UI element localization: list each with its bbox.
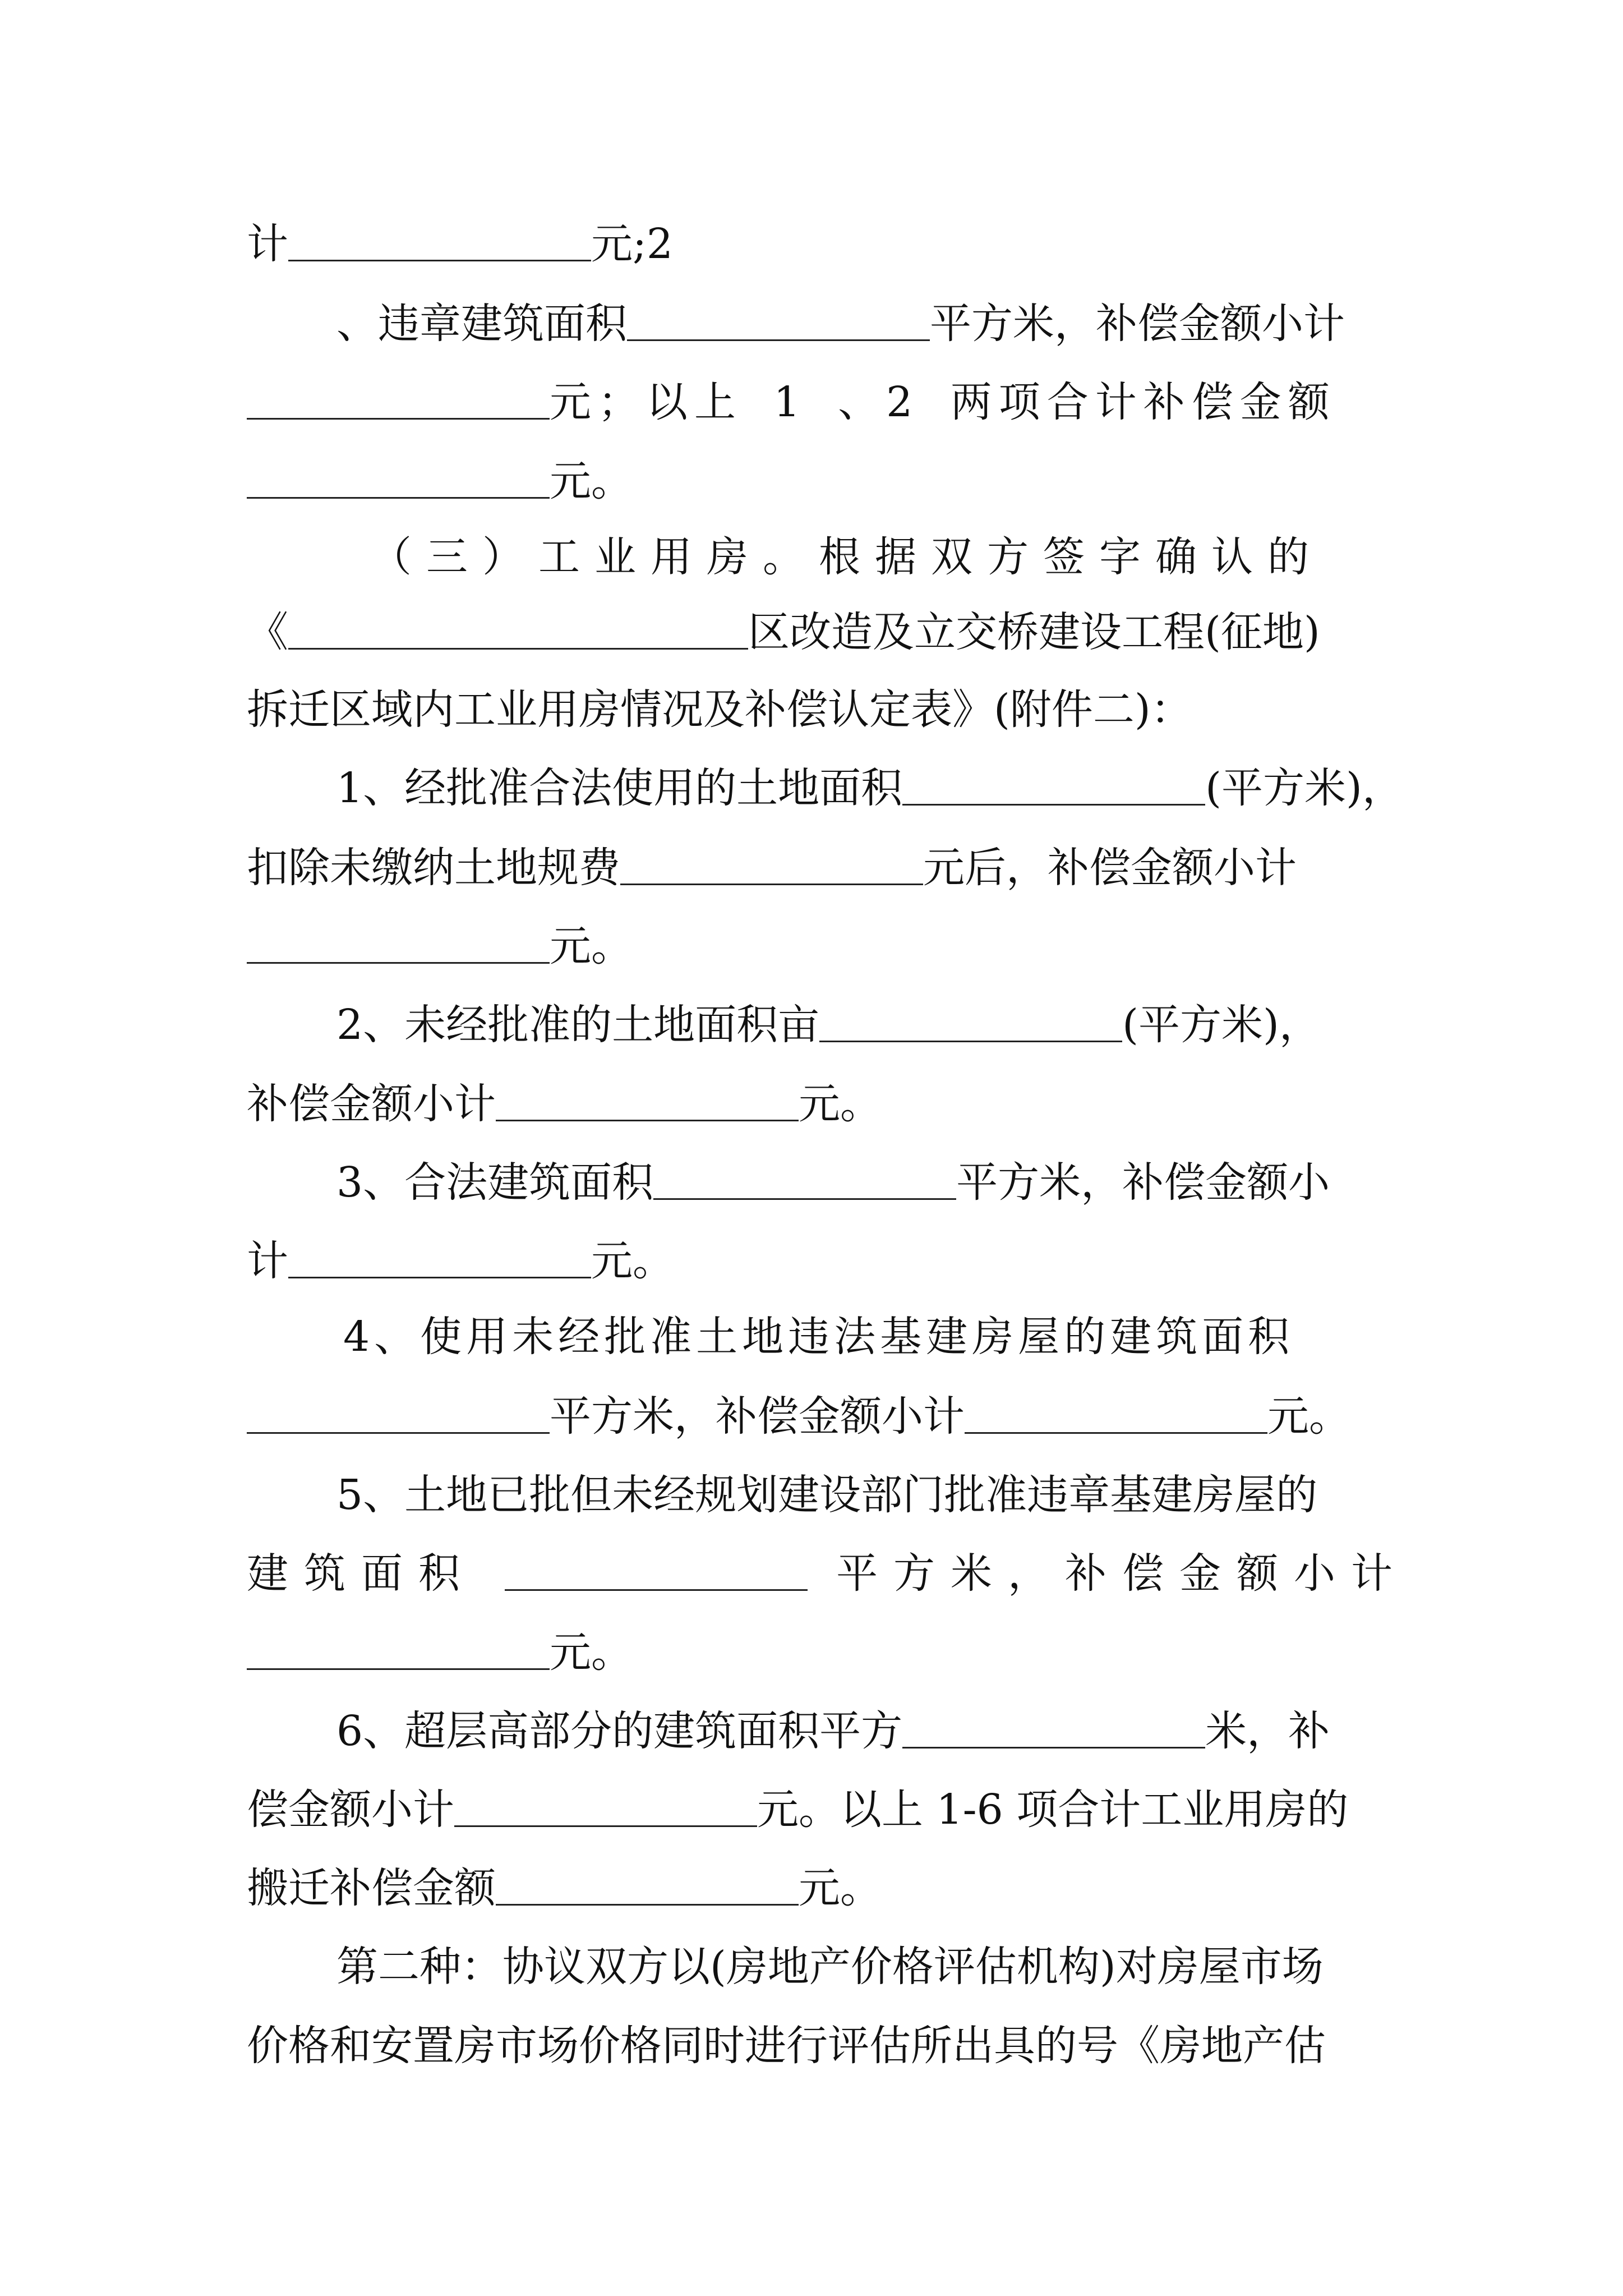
fill-blank — [247, 458, 550, 499]
text-line — [336, 1467, 1385, 1523]
text-line — [247, 1860, 1385, 1916]
text-segment: 元。 — [799, 1864, 882, 1912]
text-segment: 元。以上 1-6 项合计工业用房的 — [757, 1786, 1349, 1834]
text-line — [247, 216, 1385, 272]
text-line — [247, 1782, 1385, 1838]
text-segment: 元。 — [591, 1237, 674, 1285]
text-line — [247, 453, 1385, 509]
fill-blank — [247, 1393, 550, 1434]
text-segment: 平方米，补偿金额小 — [956, 1158, 1330, 1207]
text-line — [247, 1388, 1413, 1444]
text-segment: 2、未经批准的土地面积亩 — [336, 1001, 820, 1049]
text-line — [343, 1309, 1385, 1365]
text-segment: 平方米，补偿金额小计 — [930, 300, 1345, 348]
text-segment: 元后，补偿金额小计 — [923, 844, 1297, 892]
text-segment: 6、超层高部分的建筑面积平方 — [336, 1707, 903, 1755]
fill-blank — [627, 300, 930, 341]
text-segment: 建筑面积 — [247, 1549, 476, 1598]
text-line — [336, 1939, 1385, 1995]
text-segment: 平方米，补偿金额小计 — [550, 1392, 965, 1441]
fill-blank — [819, 1001, 1122, 1042]
text-segment: 3、合法建筑面积 — [336, 1158, 654, 1207]
fill-blank — [288, 609, 748, 650]
text-segment: 元。 — [550, 1628, 633, 1677]
text-line — [247, 1233, 1385, 1289]
text-segment: 米，补 — [1205, 1707, 1330, 1755]
text-segment: (平方米)， — [1205, 764, 1404, 812]
fill-blank — [454, 1786, 757, 1827]
fill-blank — [288, 220, 591, 261]
fill-blank — [902, 765, 1205, 806]
text-line — [336, 1703, 1385, 1759]
text-segment: 偿金额小计 — [247, 1786, 454, 1834]
fill-blank — [653, 1159, 956, 1200]
fill-blank — [247, 923, 550, 964]
fill-blank — [505, 1550, 808, 1591]
text-segment: 价格和安置房市场价格同时进行评估所出具的号《房地产估 — [247, 2022, 1326, 2070]
text-segment: 搬迁补偿金额 — [247, 1864, 496, 1912]
text-segment: 元。 — [550, 457, 633, 505]
text-line — [247, 2018, 1385, 2074]
text-line — [336, 296, 1385, 352]
text-line — [247, 1076, 1385, 1132]
text-segment: 元;2 — [591, 220, 674, 268]
text-segment: 计 — [247, 220, 288, 268]
text-segment: 5、土地已批但未经规划建设部门批准违章基建房屋的 — [336, 1471, 1318, 1519]
fill-blank — [902, 1708, 1205, 1749]
fill-blank — [965, 1393, 1267, 1434]
text-segment: （三）工业用房。根据双方签字确认的 — [370, 533, 1324, 581]
fill-blank — [496, 1865, 799, 1906]
text-segment: 拆迁区域内工业用房情况及补偿认定表》(附件二)： — [247, 685, 1192, 734]
text-segment: 扣除未缴纳土地规费 — [247, 844, 620, 892]
fill-blank — [496, 1080, 799, 1121]
text-segment: 、违章建筑面积 — [336, 300, 627, 348]
text-segment: 平方米，补偿金额小计 — [836, 1549, 1409, 1598]
text-segment: 元。 — [799, 1080, 882, 1128]
text-line — [247, 918, 1385, 974]
text-segment: 补偿金额小计 — [247, 1080, 496, 1128]
text-segment: 1、经批准合法使用的土地面积 — [336, 764, 903, 812]
fill-blank — [620, 844, 923, 885]
text-segment: (平方米)， — [1122, 1001, 1321, 1049]
text-line — [336, 997, 1385, 1053]
text-line — [370, 529, 1385, 585]
text-line — [336, 760, 1404, 816]
text-segment: 元；以上 1 、2 两项合计补偿金额 — [550, 378, 1336, 426]
fill-blank — [247, 379, 550, 420]
text-line — [247, 604, 1385, 660]
text-line — [247, 682, 1385, 738]
text-segment: 元。 — [1267, 1392, 1350, 1441]
fill-blank — [247, 1629, 550, 1670]
text-segment: 《 — [247, 608, 288, 656]
text-line — [247, 1545, 1409, 1602]
text-line — [336, 1154, 1385, 1211]
text-segment: 第二种：协议双方以(房地产价格评估机构)对房屋市场 — [336, 1943, 1324, 1991]
text-line — [247, 840, 1385, 896]
text-segment: 区改造及立交桥建设工程(征地) — [748, 608, 1320, 656]
text-line — [247, 1625, 1385, 1681]
text-segment: 计 — [247, 1237, 288, 1285]
text-segment: 4、使用未经批准土地违法基建房屋的建筑面积 — [343, 1313, 1294, 1361]
fill-blank — [288, 1237, 591, 1278]
text-line — [247, 374, 1385, 430]
text-segment: 元。 — [550, 922, 633, 970]
